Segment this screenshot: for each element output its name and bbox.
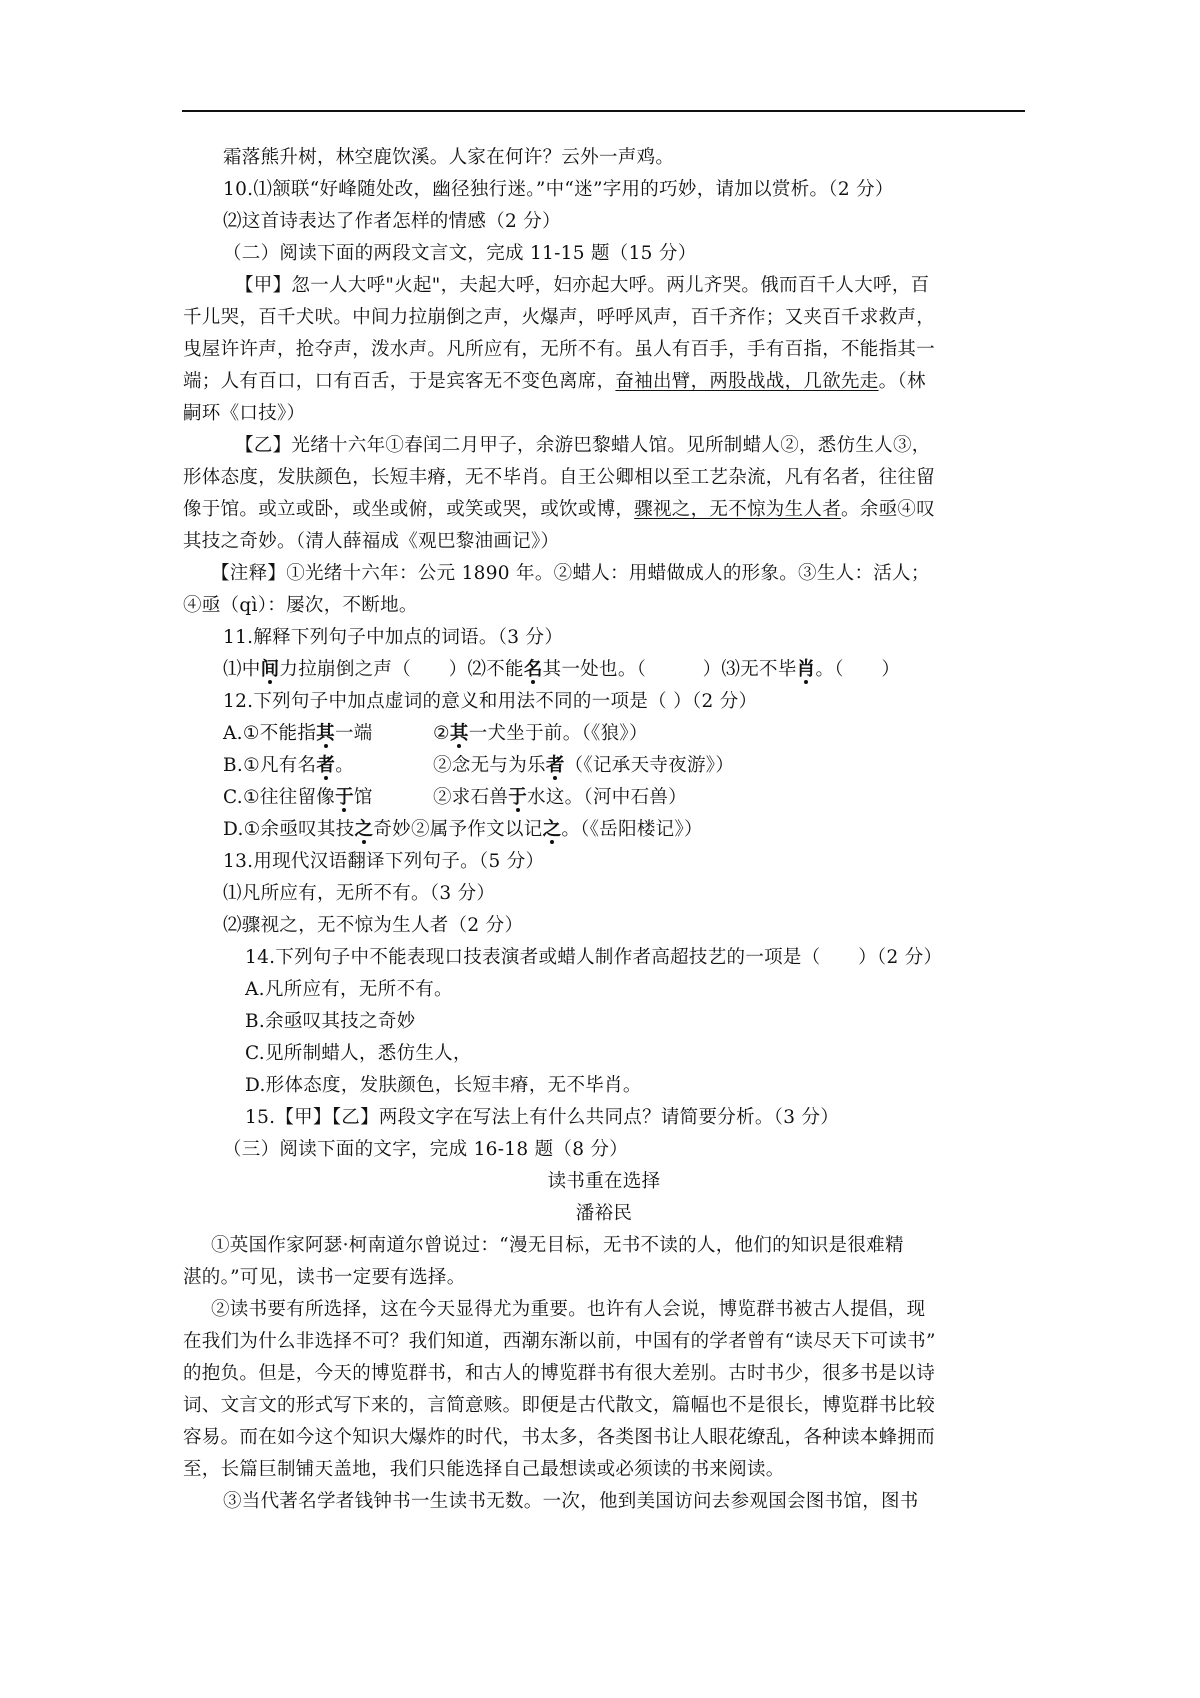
poem-tail: 霜落熊升树，林空鹿饮溪。人家在何许？云外一声鸡。: [223, 147, 675, 168]
q14-option-d: D.形体态度，发肤颜色，长短丰瘠，无不毕肖。: [245, 1075, 642, 1096]
q12-a-l2-post: 一犬坐于前。（《狼》）: [468, 723, 648, 744]
q12-option-b: [183, 750, 1025, 782]
yi-line-2: 形体态度，发肤颜色，长短丰瘠，无不毕肖。自王公卿相以至工艺杂流，凡有名者，往往留: [183, 467, 936, 488]
q12-b-l2-post: （《记承天寺夜游》）: [564, 755, 735, 776]
q12-option-a: [183, 718, 1025, 750]
q12-b-l1-pre: B.①凡有名: [223, 755, 317, 776]
q12-c-l1-dotted: 于: [335, 787, 354, 808]
jia-line-3: 曳屋许许声，抢夺声，泼水声。凡所应有，无所不有。虽人有百手，手有百指，不能指其一: [183, 339, 936, 360]
article-p2-line-2: 在我们为什么非选择不可？我们知道，西潮东渐以前，中国有的学者曾有“读尽天下可读书”: [183, 1331, 936, 1352]
notes-line-2: ④亟（qì）：屡次，不断地。: [183, 595, 418, 616]
article-author: 潘裕民: [575, 1203, 633, 1224]
q11-stem: 11.解释下列句子中加点的词语。（3 分）: [223, 627, 564, 648]
q15-stem: 15.【甲】【乙】两段文字在写法上有什么共同点？请简要分析。（3 分）: [245, 1107, 840, 1128]
article-p1-line-1: ①英国作家阿瑟·柯南道尔曾说过：“漫无目标，无书不读的人，他们的知识是很难精: [211, 1235, 904, 1256]
q11-c-pre: ⑶无不毕: [721, 659, 797, 680]
q12-c-l1-pre: C.①往往留像: [223, 787, 336, 808]
q12-b-l1-dotted: 者: [316, 755, 336, 776]
q12-b-l2-pre: ②念无与为乐: [433, 755, 546, 776]
q12-d-post: 。（《岳阳楼记》）: [561, 819, 703, 840]
jia-line-4-pre: 端；人有百口，口有百舌，于是宾客无不变色离席，: [183, 371, 616, 392]
page-content: [183, 142, 1025, 1518]
q10-part1: 10.⑴颔联“好峰随处改，幽径独行迷。”中“迷”字用的巧妙，请加以赏析。（2 分）: [223, 179, 894, 200]
jia-line-2: 千儿哭，百千犬吠。中间力拉崩倒之声，火爆声，呼呼风声，百千齐作；又夹百千求救声，: [183, 307, 936, 328]
q14-option-a: A.凡所应有，无所不有。: [245, 979, 453, 1000]
q12-d-pre: D.①余亟叹其技: [223, 819, 355, 840]
q11-a-post: 力拉崩倒之声（ ）: [279, 659, 468, 680]
q12-a-l1-pre: A.①不能指: [223, 723, 317, 744]
q11-a-pre: ⑴中: [223, 659, 261, 680]
q14-stem: 14.下列句子中不能表现口技表演者或蜡人制作者高超技艺的一项是（ ）（2 分）: [245, 947, 943, 968]
yi-underlined-sentence: 骤视之，无不惊为生人者: [634, 499, 842, 520]
q13-a: ⑴凡所应有，无所不有。（3 分）: [223, 883, 496, 904]
q11-c-post: 。（ ）: [815, 659, 901, 680]
q11-b-pre: ⑵不能: [467, 659, 524, 680]
q10-part2: ⑵这首诗表达了作者怎样的情感（2 分）: [223, 211, 561, 232]
q12-c-l2-post: 水这。（河中石兽）: [527, 787, 687, 808]
q11-items: [183, 654, 1025, 686]
article-p1-line-2: 湛的。”可见，读书一定要有选择。: [183, 1267, 466, 1288]
jia-line-4-post: 。（林: [878, 371, 926, 392]
jia-line-4: [183, 366, 1025, 398]
jia-line-5: 嗣环《口技》）: [183, 403, 306, 424]
q12-a-l2-dotted: 其: [449, 723, 469, 744]
article-p2-line-3: 的抱负。但是，今天的博览群书，和古人的博览群书有很大差别。古时书少，很多书是以诗: [183, 1363, 936, 1384]
article-p2-line-4: 词、文言文的形式写下来的，言简意赅。即便是古代散文，篇幅也不是很长，博览群书比较: [183, 1395, 936, 1416]
q12-c-l2-dotted: 于: [508, 787, 528, 808]
jia-line-1: 【甲】忽一人大呼"火起"，夫起大呼，妇亦起大呼。两儿齐哭。俄而百千人大呼，百: [235, 275, 930, 296]
q12-stem: 12.下列句子中加点虚词的意义和用法不同的一项是（ ）（2 分）: [223, 691, 758, 712]
q12-a-l1-dotted: 其: [316, 723, 335, 744]
notes-line-1: 【注释】①光绪十六年：公元 1890 年。②蜡人：用蜡做成人的形象。③生人：活人；: [211, 563, 930, 584]
yi-line-1: 【乙】光绪十六年①春闰二月甲子，余游巴黎蜡人馆。见所制蜡人②，悉仿生人③，: [235, 435, 931, 456]
yi-line-3-pre: 像于馆。或立或卧，或坐或俯，或笑或哭，或饮或博，: [183, 499, 635, 520]
q12-c-l2-pre: ②求石兽: [433, 787, 509, 808]
jia-underlined-sentence: 奋袖出臂，两股战战，几欲先走: [615, 371, 879, 392]
yi-line-3: [183, 494, 1025, 526]
article-p2-line-5: 容易。而在如今这个知识大爆炸的时代，书太多，各类图书让人眼花缭乱，各种读本蜂拥而: [183, 1427, 936, 1448]
q12-d-dotted-2: 之: [542, 819, 562, 840]
q12-d-mid: 奇妙②属予作文以记: [373, 819, 543, 840]
yi-line-3-post: 。余亟④叹: [841, 499, 936, 520]
q13-stem: 13.用现代汉语翻译下列句子。（5 分）: [223, 851, 545, 872]
q12-a-l2-pre: ②: [433, 723, 450, 744]
yi-line-4: 其技之奇妙。（清人薛福成《观巴黎油画记》）: [183, 531, 560, 552]
q14-option-b: B.余亟叹其技之奇妙: [245, 1011, 416, 1032]
article-p2-line-6: 至，长篇巨制铺天盖地，我们只能选择自己最想读或必须读的书来阅读。: [183, 1459, 785, 1480]
article-title: 读书重在选择: [547, 1171, 661, 1192]
q11-c-dotted: 肖: [796, 659, 816, 680]
q11-b-dotted: 名: [523, 659, 543, 680]
q14-option-c: C.见所制蜡人，悉仿生人，: [245, 1043, 472, 1064]
article-p3-line-1: ③当代著名学者钱钟书一生读书无数。一次，他到美国访问去参观国会图书馆，图书: [223, 1491, 919, 1512]
q12-b-l1-post: 。: [335, 755, 354, 776]
q12-d-dotted-1: 之: [354, 819, 374, 840]
section3-title: （三）阅读下面的文字，完成 16-18 题（8 分）: [223, 1139, 629, 1160]
section2-title: （二）阅读下面的两段文言文，完成 11-15 题（15 分）: [223, 243, 697, 264]
q11-b-post: 其一处也。（ ）: [542, 659, 722, 680]
q11-a-dotted: 间: [260, 659, 280, 680]
header-rule: [182, 110, 1025, 112]
q12-a-l1-post: 一端: [334, 723, 373, 744]
q12-option-c: [183, 782, 1025, 814]
q12-b-l2-dotted: 者: [545, 755, 565, 776]
article-p2-line-1: ②读书要有所选择，这在今天显得尤为重要。也许有人会说，博览群书被古人提倡，现: [211, 1299, 926, 1320]
q12-option-d: [183, 814, 1025, 846]
q13-b: ⑵骤视之，无不惊为生人者（2 分）: [223, 915, 524, 936]
q12-c-l1-post: 馆: [353, 787, 373, 808]
